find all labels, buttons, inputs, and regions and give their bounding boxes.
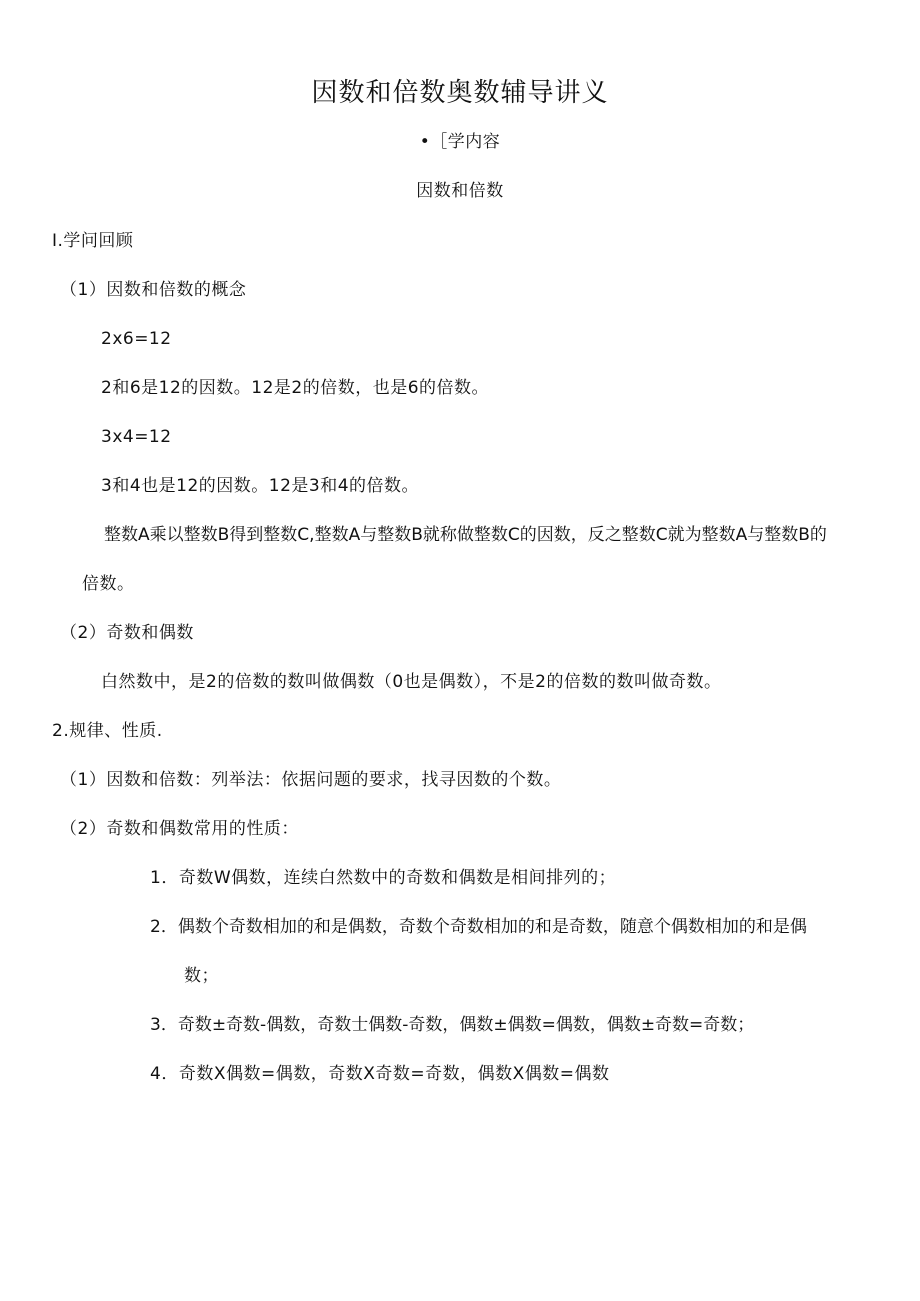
definition-line-2: 倍数。 [82,574,135,594]
definition-line-1: 整数A乘以整数B得到整数C,整数A与整数B就称做整数C的因数，反之整数C就为整数A与整数B的 [104,525,827,545]
section-1-1-heading: （1）因数和倍数的概念 [60,280,247,300]
equation-1: 2x6=12 [101,329,172,349]
equation-2: 3x4=12 [101,427,172,447]
section-1-2-heading: （2）奇数和偶数 [60,623,194,643]
section-2-1-text: （1）因数和倍数：列举法：依据问题的要求，找寻因数的个数。 [60,770,562,790]
property-item-4: 4．奇数X偶数=偶数，奇数X奇数=奇数，偶数X偶数=偶数 [150,1064,610,1084]
property-item-1: 1．奇数W偶数，连续白然数中的奇数和偶数是相间排列的； [150,868,617,888]
property-item-3: 3．奇数±奇数-偶数，奇数士偶数-奇数，偶数±偶数=偶数，偶数±奇数=奇数； [150,1015,755,1035]
teaching-content-heading: •［学内容 [419,132,501,152]
document-title: 因数和倍数奥数辅导讲义 [311,78,609,108]
property-item-2-continuation: 数； [184,966,219,986]
topic-heading: 因数和倍数 [416,181,504,201]
equation-2-explanation: 3和4也是12的因数。12是3和4的倍数。 [101,476,420,496]
equation-1-explanation: 2和6是12的因数。12是2的倍数，也是6的倍数。 [101,378,490,398]
odd-even-definition: 白然数中，是2的倍数的数叫做偶数（0也是偶数），不是2的倍数的数叫做奇数。 [101,672,722,692]
section-1-heading: I.学问回顾 [52,231,134,251]
section-2-2-heading: （2）奇数和偶数常用的性质： [60,819,299,839]
section-2-heading: 2.规律、性质. [52,721,163,741]
property-item-2: 2．偶数个奇数相加的和是偶数，奇数个奇数相加的和是奇数，随意个偶数相加的和是偶 [150,917,807,937]
